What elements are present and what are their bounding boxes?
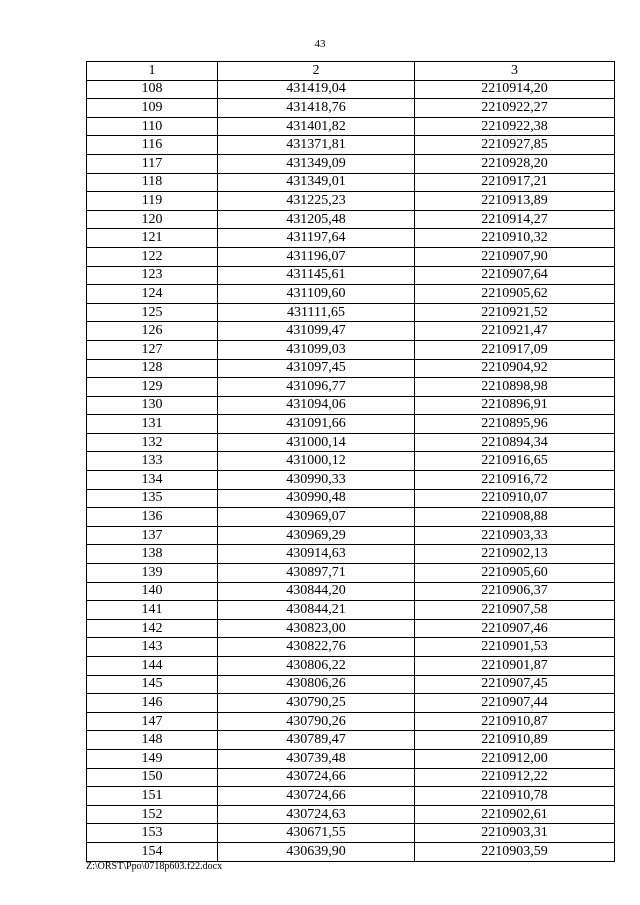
- point-number-cell: 148: [87, 731, 218, 750]
- y-coordinate-cell: 2210921,52: [415, 303, 615, 322]
- point-number-cell: 136: [87, 508, 218, 527]
- point-number-cell: 118: [87, 173, 218, 192]
- x-coordinate-cell: 431205,48: [218, 210, 415, 229]
- x-coordinate-cell: 430822,76: [218, 638, 415, 657]
- y-coordinate-cell: 2210928,20: [415, 154, 615, 173]
- y-coordinate-cell: 2210901,87: [415, 657, 615, 676]
- table-row: [87, 210, 615, 229]
- y-coordinate-cell: 2210905,62: [415, 285, 615, 304]
- x-coordinate-cell: 430724,66: [218, 787, 415, 806]
- x-coordinate-cell: 431099,47: [218, 322, 415, 341]
- point-number-cell: 128: [87, 359, 218, 378]
- y-coordinate-cell: 2210903,59: [415, 842, 615, 861]
- point-number-cell: 145: [87, 675, 218, 694]
- x-coordinate-cell: 431109,60: [218, 285, 415, 304]
- table-row: [87, 657, 615, 676]
- x-coordinate-cell: 431000,12: [218, 452, 415, 471]
- x-coordinate-cell: 431418,76: [218, 99, 415, 118]
- y-coordinate-cell: 2210907,44: [415, 694, 615, 713]
- point-number-cell: 108: [87, 80, 218, 99]
- x-coordinate-cell: 431349,09: [218, 154, 415, 173]
- point-number-cell: 120: [87, 210, 218, 229]
- table-row: [87, 749, 615, 768]
- x-coordinate-cell: 431349,01: [218, 173, 415, 192]
- table-row: [87, 582, 615, 601]
- x-coordinate-cell: 431419,04: [218, 80, 415, 99]
- table-row: [87, 396, 615, 415]
- point-number-cell: 135: [87, 489, 218, 508]
- table-row: [87, 285, 615, 304]
- table-row: [87, 433, 615, 452]
- x-coordinate-cell: 430790,26: [218, 712, 415, 731]
- table-row: [87, 229, 615, 248]
- table-row: [87, 471, 615, 490]
- x-coordinate-cell: 430671,55: [218, 824, 415, 843]
- table-row: [87, 619, 615, 638]
- y-coordinate-cell: 2210908,88: [415, 508, 615, 527]
- point-number-cell: 140: [87, 582, 218, 601]
- x-coordinate-cell: 431225,23: [218, 192, 415, 211]
- x-coordinate-cell: 430990,33: [218, 471, 415, 490]
- y-coordinate-cell: 2210895,96: [415, 415, 615, 434]
- y-coordinate-cell: 2210898,98: [415, 378, 615, 397]
- point-number-cell: 143: [87, 638, 218, 657]
- x-coordinate-cell: 430639,90: [218, 842, 415, 861]
- x-coordinate-cell: 431099,03: [218, 340, 415, 359]
- point-number-cell: 144: [87, 657, 218, 676]
- table-row: [87, 824, 615, 843]
- column-header-2: 2: [218, 62, 415, 81]
- y-coordinate-cell: 2210910,78: [415, 787, 615, 806]
- column-header-1: 1: [87, 62, 218, 81]
- y-coordinate-cell: 2210910,89: [415, 731, 615, 750]
- y-coordinate-cell: 2210912,00: [415, 749, 615, 768]
- page-number: 43: [314, 38, 326, 50]
- y-coordinate-cell: 2210916,72: [415, 471, 615, 490]
- y-coordinate-cell: 2210906,37: [415, 582, 615, 601]
- point-number-cell: 124: [87, 285, 218, 304]
- point-number-cell: 154: [87, 842, 218, 861]
- point-number-cell: 122: [87, 247, 218, 266]
- point-number-cell: 138: [87, 545, 218, 564]
- table-row: [87, 266, 615, 285]
- y-coordinate-cell: 2210927,85: [415, 136, 615, 155]
- header-row: [87, 62, 615, 81]
- table-row: [87, 192, 615, 211]
- x-coordinate-cell: 430844,21: [218, 601, 415, 620]
- x-coordinate-cell: 430897,71: [218, 564, 415, 583]
- table-body: [87, 80, 615, 861]
- point-number-cell: 139: [87, 564, 218, 583]
- x-coordinate-cell: 431000,14: [218, 433, 415, 452]
- y-coordinate-cell: 2210907,90: [415, 247, 615, 266]
- table-row: [87, 638, 615, 657]
- y-coordinate-cell: 2210917,09: [415, 340, 615, 359]
- point-number-cell: 152: [87, 805, 218, 824]
- table-row: [87, 117, 615, 136]
- column-header-3: 3: [415, 62, 615, 81]
- table-row: [87, 545, 615, 564]
- table-row: [87, 489, 615, 508]
- table-row: [87, 80, 615, 99]
- point-number-cell: 134: [87, 471, 218, 490]
- point-number-cell: 125: [87, 303, 218, 322]
- x-coordinate-cell: 431371,81: [218, 136, 415, 155]
- y-coordinate-cell: 2210910,87: [415, 712, 615, 731]
- table-row: [87, 787, 615, 806]
- table-row: [87, 303, 615, 322]
- point-number-cell: 150: [87, 768, 218, 787]
- y-coordinate-cell: 2210894,34: [415, 433, 615, 452]
- table-row: [87, 136, 615, 155]
- y-coordinate-cell: 2210914,27: [415, 210, 615, 229]
- table-row: [87, 359, 615, 378]
- table-row: [87, 805, 615, 824]
- x-coordinate-cell: 431097,45: [218, 359, 415, 378]
- x-coordinate-cell: 431111,65: [218, 303, 415, 322]
- point-number-cell: 147: [87, 712, 218, 731]
- table-row: [87, 173, 615, 192]
- y-coordinate-cell: 2210903,33: [415, 526, 615, 545]
- point-number-cell: 123: [87, 266, 218, 285]
- table-row: [87, 601, 615, 620]
- y-coordinate-cell: 2210907,46: [415, 619, 615, 638]
- table-header: [87, 62, 615, 81]
- y-coordinate-cell: 2210896,91: [415, 396, 615, 415]
- table-row: [87, 842, 615, 861]
- point-number-cell: 109: [87, 99, 218, 118]
- point-number-cell: 149: [87, 749, 218, 768]
- y-coordinate-cell: 2210904,92: [415, 359, 615, 378]
- y-coordinate-cell: 2210913,89: [415, 192, 615, 211]
- y-coordinate-cell: 2210914,20: [415, 80, 615, 99]
- point-number-cell: 110: [87, 117, 218, 136]
- table-row: [87, 247, 615, 266]
- x-coordinate-cell: 430806,26: [218, 675, 415, 694]
- point-number-cell: 142: [87, 619, 218, 638]
- point-number-cell: 133: [87, 452, 218, 471]
- point-number-cell: 116: [87, 136, 218, 155]
- y-coordinate-cell: 2210916,65: [415, 452, 615, 471]
- y-coordinate-cell: 2210910,32: [415, 229, 615, 248]
- y-coordinate-cell: 2210921,47: [415, 322, 615, 341]
- table-row: [87, 415, 615, 434]
- point-number-cell: 126: [87, 322, 218, 341]
- y-coordinate-cell: 2210910,07: [415, 489, 615, 508]
- footer-file-path: Z:\ORST\Ppo\0718p603.f22.docx: [86, 861, 223, 872]
- x-coordinate-cell: 431401,82: [218, 117, 415, 136]
- point-number-cell: 130: [87, 396, 218, 415]
- x-coordinate-cell: 430806,22: [218, 657, 415, 676]
- table-row: [87, 526, 615, 545]
- table-row: [87, 378, 615, 397]
- table-row: [87, 731, 615, 750]
- y-coordinate-cell: 2210907,58: [415, 601, 615, 620]
- y-coordinate-cell: 2210902,13: [415, 545, 615, 564]
- table-row: [87, 508, 615, 527]
- y-coordinate-cell: 2210922,38: [415, 117, 615, 136]
- point-number-cell: 131: [87, 415, 218, 434]
- x-coordinate-cell: 431094,06: [218, 396, 415, 415]
- y-coordinate-cell: 2210902,61: [415, 805, 615, 824]
- coordinates-table: [86, 61, 615, 862]
- x-coordinate-cell: 430969,29: [218, 526, 415, 545]
- x-coordinate-cell: 430789,47: [218, 731, 415, 750]
- table-row: [87, 712, 615, 731]
- x-coordinate-cell: 431096,77: [218, 378, 415, 397]
- x-coordinate-cell: 430844,20: [218, 582, 415, 601]
- y-coordinate-cell: 2210912,22: [415, 768, 615, 787]
- point-number-cell: 119: [87, 192, 218, 211]
- y-coordinate-cell: 2210917,21: [415, 173, 615, 192]
- y-coordinate-cell: 2210905,60: [415, 564, 615, 583]
- x-coordinate-cell: 431145,61: [218, 266, 415, 285]
- table-row: [87, 154, 615, 173]
- y-coordinate-cell: 2210901,53: [415, 638, 615, 657]
- point-number-cell: 117: [87, 154, 218, 173]
- table-row: [87, 675, 615, 694]
- table-row: [87, 768, 615, 787]
- point-number-cell: 146: [87, 694, 218, 713]
- x-coordinate-cell: 430739,48: [218, 749, 415, 768]
- y-coordinate-cell: 2210922,27: [415, 99, 615, 118]
- table-row: [87, 340, 615, 359]
- table-row: [87, 99, 615, 118]
- x-coordinate-cell: 431091,66: [218, 415, 415, 434]
- point-number-cell: 129: [87, 378, 218, 397]
- y-coordinate-cell: 2210907,64: [415, 266, 615, 285]
- point-number-cell: 141: [87, 601, 218, 620]
- x-coordinate-cell: 430724,66: [218, 768, 415, 787]
- table-row: [87, 694, 615, 713]
- point-number-cell: 153: [87, 824, 218, 843]
- x-coordinate-cell: 430990,48: [218, 489, 415, 508]
- x-coordinate-cell: 431196,07: [218, 247, 415, 266]
- point-number-cell: 151: [87, 787, 218, 806]
- y-coordinate-cell: 2210907,45: [415, 675, 615, 694]
- x-coordinate-cell: 430724,63: [218, 805, 415, 824]
- table-row: [87, 452, 615, 471]
- x-coordinate-cell: 430823,00: [218, 619, 415, 638]
- point-number-cell: 132: [87, 433, 218, 452]
- table-row: [87, 322, 615, 341]
- point-number-cell: 137: [87, 526, 218, 545]
- x-coordinate-cell: 431197,64: [218, 229, 415, 248]
- x-coordinate-cell: 430914,63: [218, 545, 415, 564]
- x-coordinate-cell: 430969,07: [218, 508, 415, 527]
- table-row: [87, 564, 615, 583]
- x-coordinate-cell: 430790,25: [218, 694, 415, 713]
- point-number-cell: 127: [87, 340, 218, 359]
- y-coordinate-cell: 2210903,31: [415, 824, 615, 843]
- point-number-cell: 121: [87, 229, 218, 248]
